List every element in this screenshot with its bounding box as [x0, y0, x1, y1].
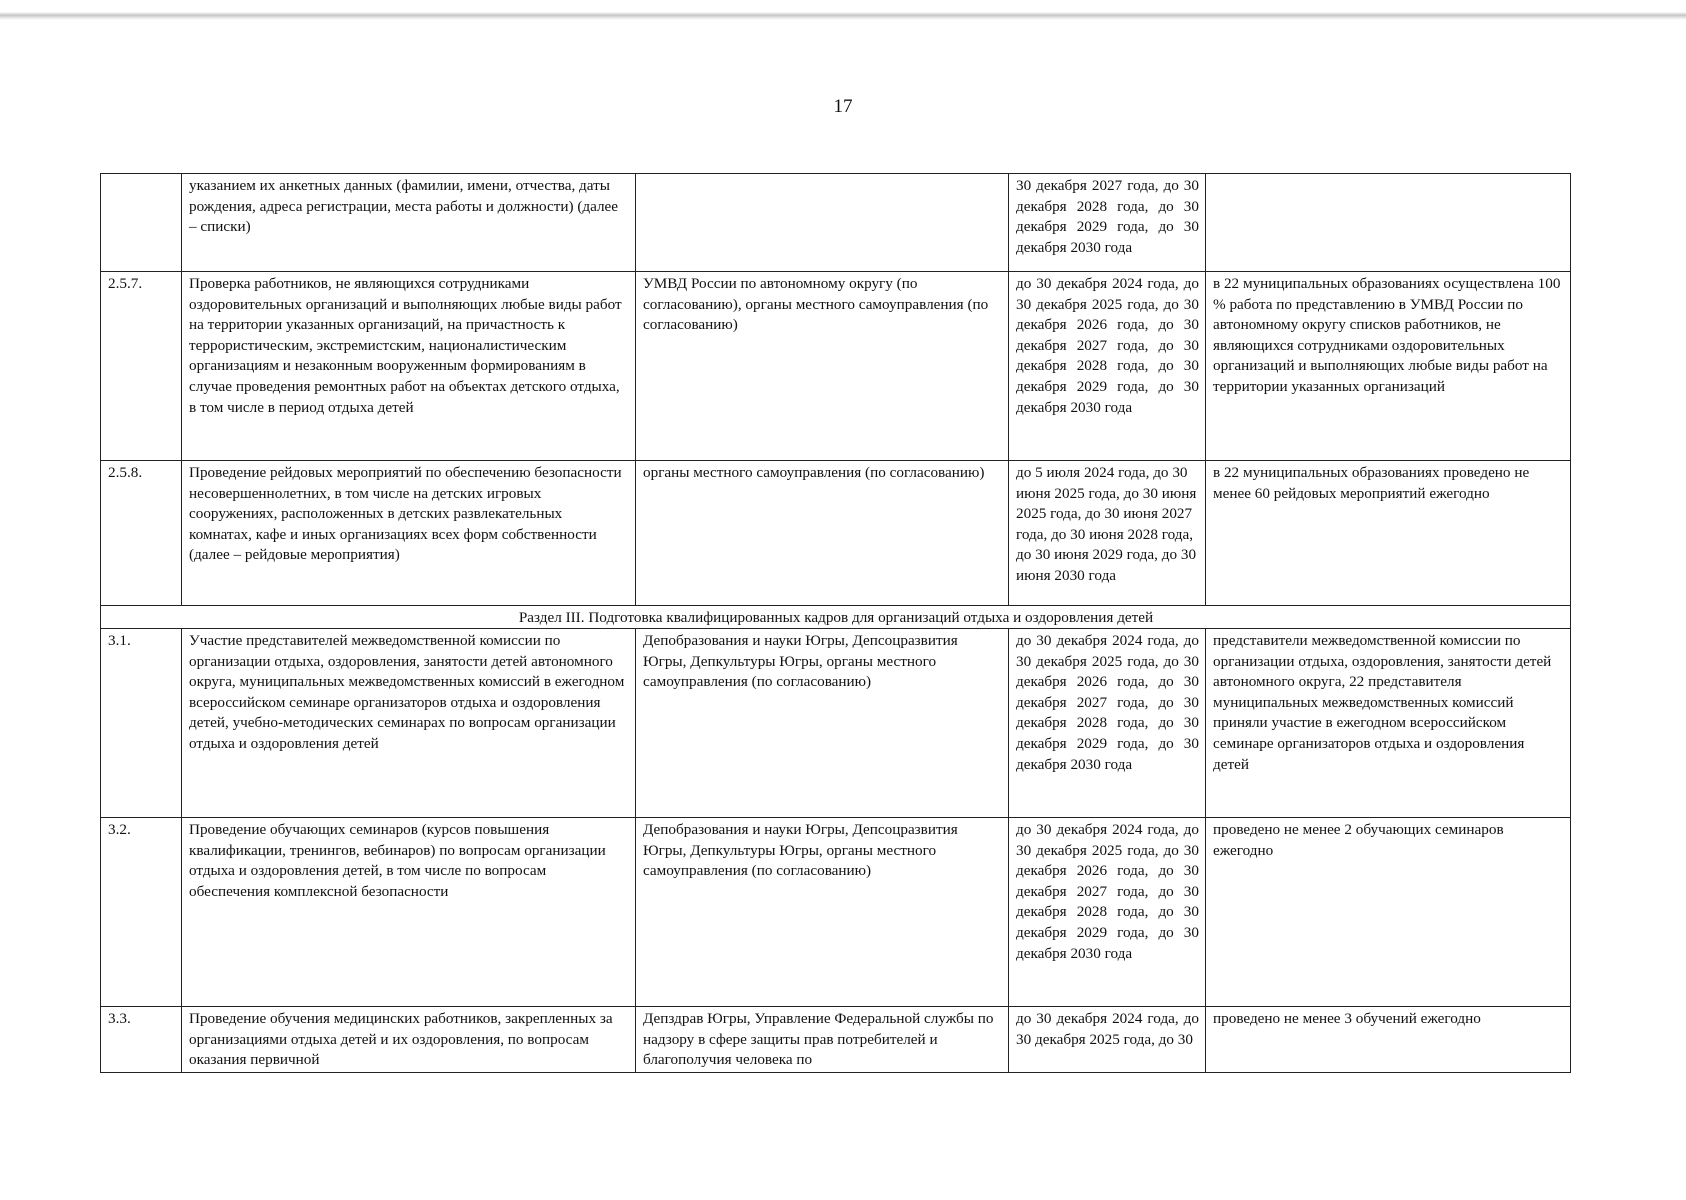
item-number: 3.3. [101, 1007, 182, 1073]
expected-result: в 22 муниципальных образованиях проведено не менее 60 рейдовых мероприятий ежегодно [1206, 461, 1571, 606]
deadline: до 30 декабря 2024 года, до 30 декабря 2025 года, до 30 декабря 2026 года, до 30 декабря 2027 года, до 30 декабря 2028 года, до 30 декабря 2029 года, до 30 декабря 2030 года [1009, 818, 1206, 1007]
executors [636, 174, 1009, 272]
measure-description: Участие представителей межведомственной комиссии по организации отдыха, оздоровления, занятости детей автономного округа, муниципальных межведомственных комиссий в ежегодном всероссийском семинаре организаторов отдыха и оздоровления детей, учебно-методических семинарах по вопросам организации отдыха и оздоровления детей [182, 629, 636, 818]
deadline: 30 декабря 2027 года, до 30 декабря 2028 года, до 30 декабря 2029 года, до 30 декабря 2030 года [1009, 174, 1206, 272]
executors: Депздрав Югры, Управление Федеральной службы по надзору в сфере защиты прав потребителей и благополучия человека по [636, 1007, 1009, 1073]
item-number: 2.5.7. [101, 272, 182, 461]
item-number: 3.1. [101, 629, 182, 818]
item-number [101, 174, 182, 272]
measure-description: Проведение рейдовых мероприятий по обеспечению безопасности несовершеннолетних, в том числе на детских игровых сооружениях, расположенных в детских развлекательных комнатах, кафе и иных организациях всех форм собственности (далее – рейдовые мероприятия) [182, 461, 636, 606]
expected-result: проведено не менее 3 обучений ежегодно [1206, 1007, 1571, 1073]
section-title: Раздел III. Подготовка квалифицированных кадров для организаций отдыха и оздоровления детей [101, 606, 1571, 629]
measure-description: Проведение обучения медицинских работников, закрепленных за организациями отдыха детей и их оздоровления, по вопросам оказания первичной [182, 1007, 636, 1073]
expected-result [1206, 174, 1571, 272]
table-row [101, 1007, 1571, 1073]
measure-description: указанием их анкетных данных (фамилии, имени, отчества, даты рождения, адреса регистрации, места работы и должности) (далее – списки) [182, 174, 636, 272]
table-row [101, 818, 1571, 1007]
expected-result: представители межведомственной комиссии по организации отдыха, оздоровления, занятости детей автономного округа, 22 представителя муниципальных межведомственных комиссий приняли участие в ежегодном всероссийском семинаре организаторов отдыха и оздоровления детей [1206, 629, 1571, 818]
table-row [101, 629, 1571, 818]
page-number: 17 [833, 96, 853, 117]
scan-edge-artifact [0, 12, 1686, 20]
executors: Депобразования и науки Югры, Депсоцразвития Югры, Депкультуры Югры, органы местного самоуправления (по согласованию) [636, 629, 1009, 818]
executors: УМВД России по автономному округу (по согласованию), органы местного самоуправления (по согласованию) [636, 272, 1009, 461]
deadline: до 30 декабря 2024 года, до 30 декабря 2025 года, до 30 [1009, 1007, 1206, 1073]
measure-description: Проверка работников, не являющихся сотрудниками оздоровительных организаций и выполняющих любые виды работ на территории указанных организаций, на причастность к террористическим, экстремистским, националистическим организациям и незаконным вооруженным формированиям в случае проведения ремонтных работ на объектах детского отдыха, в том числе в период отдыха детей [182, 272, 636, 461]
table-row [101, 461, 1571, 606]
expected-result: в 22 муниципальных образованиях осуществлена 100 % работа по представлению в УМВД России по автономному округу списков работников, не являющихся сотрудниками оздоровительных организаций и выполняющих любые виды работ на территории указанных организаций [1206, 272, 1571, 461]
expected-result: проведено не менее 2 обучающих семинаров ежегодно [1206, 818, 1571, 1007]
measures-table [100, 173, 1571, 1073]
executors: органы местного самоуправления (по согласованию) [636, 461, 1009, 606]
table-row [101, 272, 1571, 461]
executors: Депобразования и науки Югры, Депсоцразвития Югры, Депкультуры Югры, органы местного самоуправления (по согласованию) [636, 818, 1009, 1007]
section-row [101, 606, 1571, 629]
deadline: до 30 декабря 2024 года, до 30 декабря 2025 года, до 30 декабря 2026 года, до 30 декабря 2027 года, до 30 декабря 2028 года, до 30 декабря 2029 года, до 30 декабря 2030 года [1009, 272, 1206, 461]
item-number: 3.2. [101, 818, 182, 1007]
item-number: 2.5.8. [101, 461, 182, 606]
table-row [101, 174, 1571, 272]
deadline: до 30 декабря 2024 года, до 30 декабря 2025 года, до 30 декабря 2026 года, до 30 декабря 2027 года, до 30 декабря 2028 года, до 30 декабря 2029 года, до 30 декабря 2030 года [1009, 629, 1206, 818]
measure-description: Проведение обучающих семинаров (курсов повышения квалификации, тренингов, вебинаров) по вопросам организации отдыха и оздоровления детей, в том числе по вопросам обеспечения комплексной безопасности [182, 818, 636, 1007]
deadline: до 5 июля 2024 года, до 30 июня 2025 года, до 30 июня 2025 года, до 30 июня 2027 года, до 30 июня 2028 года, до 30 июня 2029 года, до 30 июня 2030 года [1009, 461, 1206, 606]
